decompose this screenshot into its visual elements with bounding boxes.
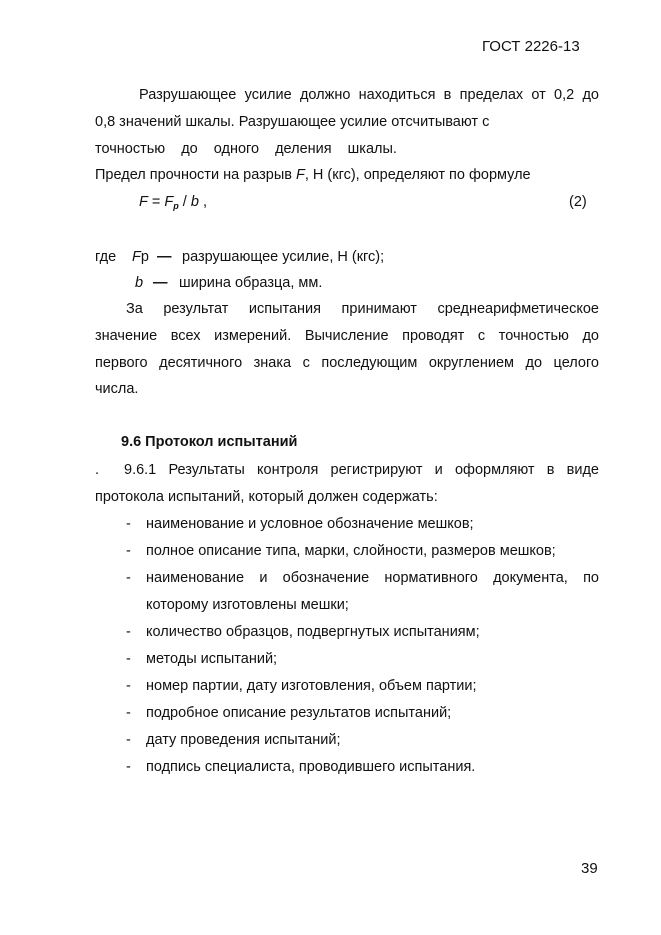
formula-fp-subscript: р — [173, 201, 179, 211]
list-bullet: - — [126, 678, 131, 694]
text-fragment: , Н (кгс), определяют по формуле — [304, 167, 531, 183]
where-2-dash: — — [153, 275, 168, 291]
paragraph-2-line-1 — [95, 166, 531, 184]
where-2-variable: b — [135, 275, 144, 291]
list-bullet: - — [126, 543, 131, 559]
list-bullet: - — [126, 651, 131, 667]
list-bullet: - — [126, 624, 131, 640]
list-item: подпись специалиста, проводившего испытания. — [146, 759, 476, 775]
formula-tail: , — [198, 194, 207, 210]
paragraph-1-line-3: точностью до одного деления шкалы. — [95, 141, 397, 157]
section-paragraph-line-1: 9.6.1 Результаты контроля регистрируют и оформляют в виде — [124, 462, 599, 478]
paragraph-3-line-4: числа. — [95, 381, 139, 397]
list-item-continuation: которому изготовлены мешки; — [146, 597, 349, 613]
page-number: 39 — [581, 860, 598, 877]
variable-f: F — [132, 249, 141, 265]
list-bullet: - — [126, 732, 131, 748]
list-item: номер партии, дату изготовления, объем партии; — [146, 678, 477, 694]
leading-dot: . — [95, 462, 100, 478]
variable-f: F — [296, 167, 305, 183]
paragraph-1-line-2: 0,8 значений шкалы. Разрушающее усилие отсчитывают с — [95, 114, 490, 130]
where-1-text: разрушающее усилие, Н (кгс); — [182, 249, 385, 265]
where-label: где — [95, 249, 117, 265]
list-item: методы испытаний; — [146, 651, 278, 667]
list-bullet: - — [126, 759, 131, 775]
formula-lhs: F — [139, 194, 148, 210]
list-bullet: - — [126, 516, 131, 532]
formula-divide: / — [178, 194, 191, 210]
variable-tail: р — [140, 249, 149, 265]
formula-fp: F — [164, 194, 174, 210]
formula-b: b — [190, 194, 199, 210]
list-item: дату проведения испытаний; — [146, 732, 341, 748]
paragraph-3-line-1: За результат испытания принимают среднеарифметическое — [126, 301, 599, 317]
section-heading: 9.6 Протокол испытаний — [121, 434, 298, 450]
text-fragment: Предел прочности на разрыв — [95, 167, 297, 183]
paragraph-3-line-3: первого десятичного знака с последующим округлением до целого — [95, 355, 599, 371]
list-bullet: - — [126, 705, 131, 721]
formula-equals: = — [147, 194, 165, 210]
where-1-dash: — — [157, 249, 172, 265]
list-item: наименование и условное обозначение мешков; — [146, 516, 474, 532]
paragraph-1-line-1: Разрушающее усилие должно находиться в пределах от 0,2 до — [139, 87, 599, 103]
list-bullet: - — [126, 570, 131, 586]
paragraph-3-line-2: значение всех измерений. Вычисление проводят с точностью до — [95, 328, 599, 344]
where-1-variable — [132, 248, 149, 266]
where-2-text: ширина образца, мм. — [179, 275, 323, 291]
list-item: подробное описание результатов испытаний; — [146, 705, 452, 721]
formula — [139, 193, 207, 212]
list-item: полное описание типа, марки, слойности, размеров мешков; — [146, 543, 556, 559]
formula-number: (2) — [569, 194, 587, 210]
section-paragraph-line-2: протокола испытаний, который должен содержать: — [95, 489, 438, 505]
list-item: количество образцов, подвергнутых испытаниям; — [146, 624, 480, 640]
document-code: ГОСТ 2226-13 — [482, 38, 580, 55]
list-item: наименование и обозначение нормативного документа, по — [146, 570, 599, 586]
